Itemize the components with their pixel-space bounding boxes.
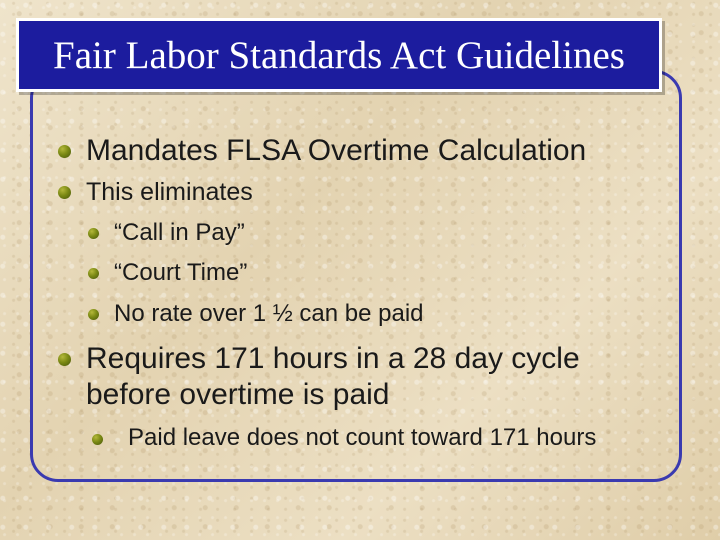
bullet-text: Requires 171 hours in a 28 day cycle — [86, 342, 580, 375]
bullet-text: This eliminates — [86, 178, 253, 206]
bullet-icon — [58, 186, 71, 199]
bullet-text: Mandates FLSA Overtime Calculation — [86, 134, 587, 167]
sub-bullet-text: “Court Time” — [114, 259, 248, 286]
bullet-icon — [58, 353, 71, 366]
slide-title: Fair Labor Standards Act Guidelines — [53, 33, 625, 77]
sub-bullet-icon — [88, 268, 99, 279]
sub-bullet-icon — [88, 309, 99, 320]
sub-bullet-text: Paid leave does not count toward 171 hours — [128, 424, 597, 451]
sub-bullet-text: “Call in Pay” — [114, 219, 245, 246]
sub-bullet-icon — [88, 228, 99, 239]
sub-bullet-icon — [92, 434, 103, 445]
bullet-text-continued: before overtime is paid — [86, 378, 390, 411]
sub-bullet-text: No rate over 1 ½ can be paid — [114, 300, 424, 327]
bullet-icon — [58, 145, 71, 158]
